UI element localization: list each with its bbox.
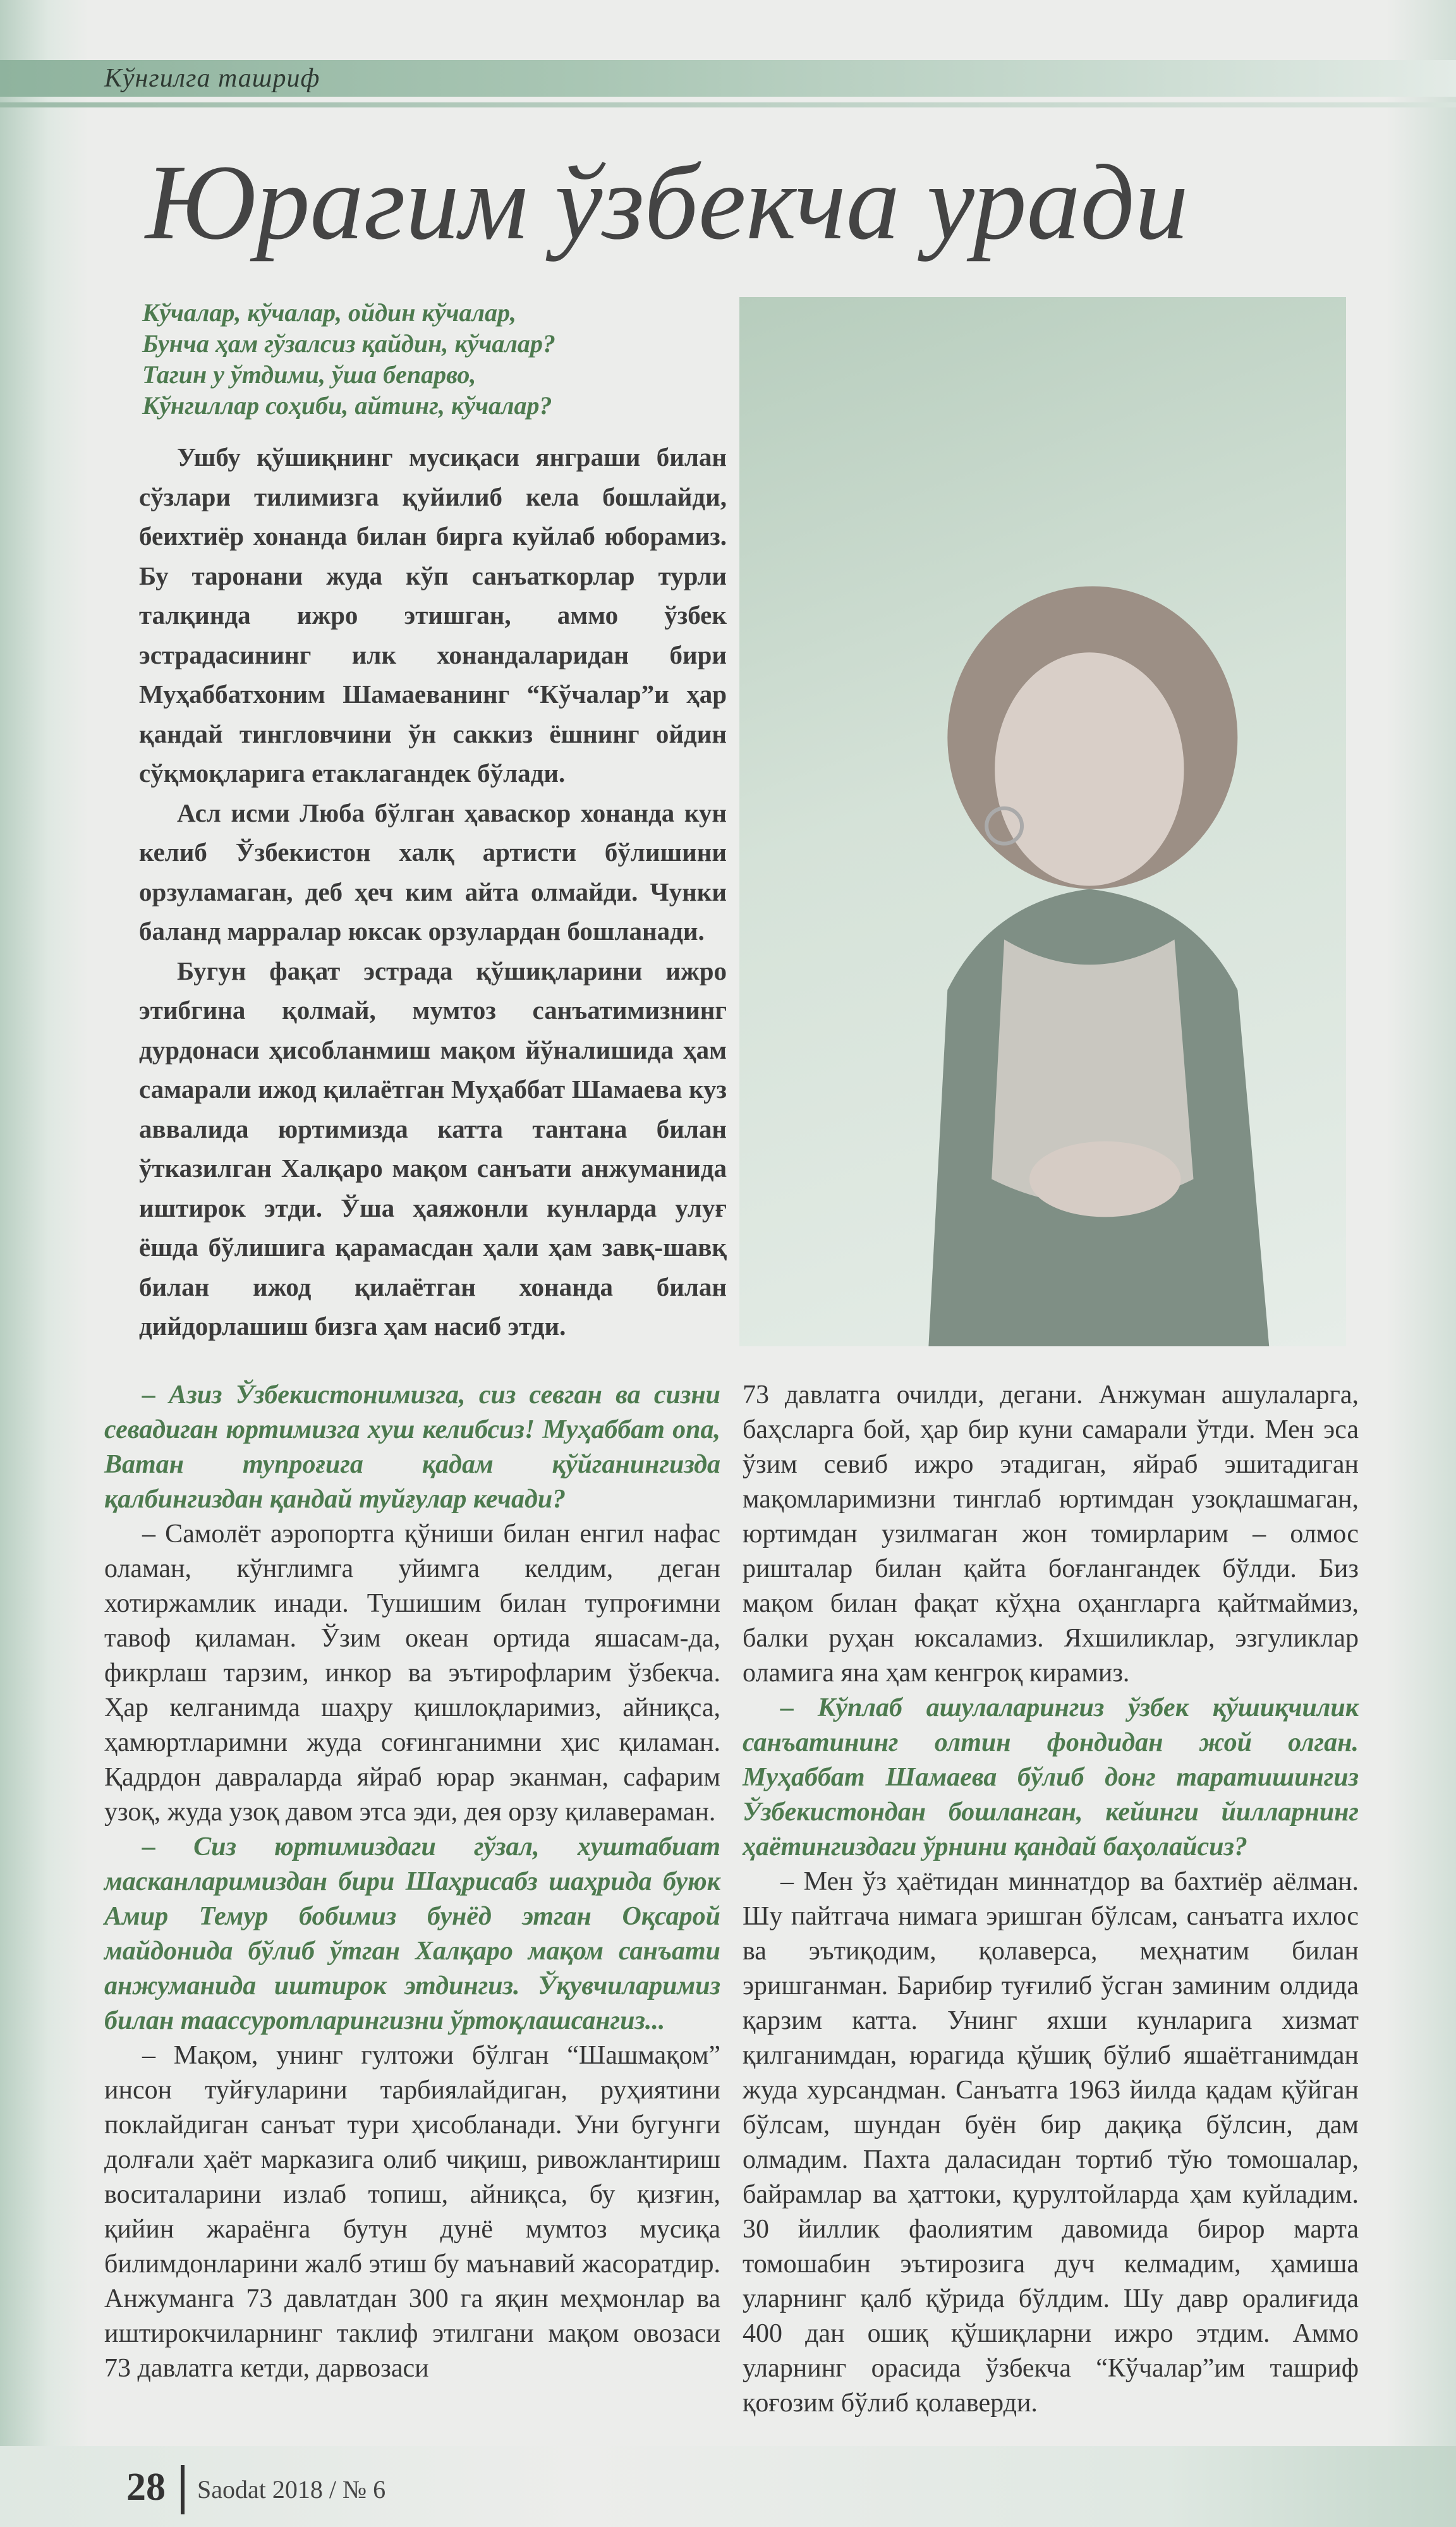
lead-column: [104, 297, 727, 1346]
lead-paragraph: Асл исми Люба бўлган ҳаваскор хонанда кун келиб Ўзбекистон халқ артисти бўлишини орзуламаган, деб ҳеч ким айта олмайди. Чунки баланд марралар юксак орзулардан бошланади.: [139, 798, 727, 946]
interview-question: – Кўплаб ашулаларингиз ўзбек қўшиқчилик санъатининг олтин фондидан жой олган. Муҳаббат Шамаева бўлиб донг таратишингиз Ўзбекистондан бошланган, кейинги йилларнинг ҳаётингиздаги ўрнини қандай баҳолайсиз?: [743, 1693, 1359, 1861]
interview-columns: [104, 1378, 1359, 2421]
face: [995, 652, 1184, 886]
page-number: 28: [126, 2465, 166, 2509]
singer-portrait-photo: [739, 297, 1346, 1346]
interview-answer-continued: 73 давлатга очилди, дегани. Анжуман ашулаларга, баҳсларга бой, ҳар бир куни самарали ўтди. Мен эса ўзим севиб ижро этадиган, яйраб эшитадиган мақомларимизни тинглаб юртимдан узоқлашмаган, юртимдан узилмаган жон томирларим – олмос ришталар билан қайта боғлангандек бўлди. Биз мақом билан фақат кўҳна оҳангларга қайтмаймиз, балки руҳан юксаламиз. Яхшиликлар, эзгуликлар оламига яна ҳам кенгроқ кирамиз.: [743, 1380, 1359, 1688]
interview-answer: – Мақом, унинг гултожи бўлган “Шашмақом” инсон туйғуларини тарбиялайдиган, руҳиятини поклайдиган санъат тури ҳисобланади. Уни бугунги долғали ҳаёт марказига олиб чиқиш, ривожлантириш воситаларини излаб топиш, айниқса, бу қизғин, қийин жараёнга бутун дунё мумтоз мусиқа билимдонларини жалб этиш бу маънавий жасоратдир. Анжуманга 73 давлатдан 300 га яқин меҳмонлар ва иштирокчиларнинг таклиф этилгани мақом овозаси 73 давлатга кетди, дарвозаси: [104, 2040, 720, 2383]
interview-answer: – Самолёт аэропортга қўниши билан енгил нафас оламан, кўнглимга уйимга келдим, деган хотиржамлик инади. Тушишим билан тупроғимни тавоф қиламан. Ўзим океан ортида яшасам-да, фикрлаш тарзим, инкор ва эътирофларим ўзбекча. Ҳар келганимда шаҳру қишлоқларимиз, айниқса, ҳамюртларимни жуда соғинганимни ҳис қиламан. Қадрдон давраларда яйраб юрар эканман, сафарим узоқ, жуда узоқ давом этса эди, дея орзу қилавераман.: [104, 1519, 720, 1827]
poem-line: Бунча ҳам гўзалсиз қайдин, кўчалар?: [142, 329, 555, 358]
portrait-illustration: [739, 547, 1346, 1346]
magazine-issue: Saodat 2018 / № 6: [197, 2475, 386, 2504]
hands: [1029, 1141, 1181, 1217]
footer-divider: [181, 2465, 185, 2514]
section-header-band: [0, 60, 1456, 97]
lead-paragraph: Ушбу қўшиқнинг мусиқаси янграши билан сўзлари тилимизга қуйилиб кела бошлайди, беихтиёр хонанда билан бирга куйлаб юборамиз. Бу таронани жуда кўп санъаткорлар турли талқинда ижро этишган, аммо ўзбек эстрадасининг илк хонандаларидан бири Муҳаббатхоним Шамаеванинг “Кўчалар”и ҳар қандай тингловчини ўн саккиз ёшнинг ойдин сўқмоқларига етаклагандек бўлади.: [139, 442, 727, 788]
poem-line: Тагин у ўтдими, ўша бепарво,: [142, 360, 476, 389]
poem-line: Кўнгиллар соҳиби, айтинг, кўчалар?: [142, 391, 552, 420]
epigraph-poem: [142, 297, 727, 421]
lead-paragraph: Бугун фақат эстрада қўшиқларини ижро этибгина қолмай, мумтоз санъатимизнинг дурдонаси ҳисобланмиш мақом йўналишида ҳам самарали ижод қилаётган Муҳаббат Шамаева куз аввалида юртимизда катта тантана билан ўтказилган Халқаро мақом санъати анжуманида иштирок этди. Ўша ҳаяжонли кунларда улуғ ёшда бўлишига қарамасдан ҳали ҳам завқ-шавқ билан ижод қилаётган хонанда билан дийдорлашиш бизга ҳам насиб этди.: [139, 956, 727, 1341]
interview-question: – Сиз юртимиздаги гўзал, хуштабиат масканларимиздан бири Шаҳрисабз шаҳрида буюк Амир Темур бобимиз бунёд этган Оқсарой майдонида бўлиб ўтган Халқаро мақом санъати анжуманида иштирок этдингиз. Ўқувчиларимиз билан таассуротларингизни ўртоқлашсангиз...: [104, 1832, 720, 2035]
article-top-section: [0, 297, 1456, 1346]
article-lead: [139, 437, 727, 1346]
article-title: Юрагим ўзбекча уради: [145, 143, 1189, 262]
interview-answer: – Мен ўз ҳаётидан миннатдор ва бахтиёр аёлман. Шу пайтгача нимага эришган бўлсам, санъатга ихлос ва эътиқодим, қолаверса, меҳнатим билан эришганман. Барибир туғилиб ўсган заминим олдида қарзим катта. Унинг яхши кунларига хизмат қилганимдан, юрагида қўшиқ бўлиб яшаётганимдан жуда хурсандман. Санъатга 1963 йилда қадам қўйган бўлсам, шундан буён бир дақиқа бўлсин, дам олмадим. Пахта даласидан тортиб тўю томошалар, байрамлар ва ҳаттоки, қурултойларда ҳам куйладим. 30 йиллик фаолиятим давомида бирор марта томошабин эътирозига дуч келмадим, ҳамиша уларнинг қалб қўрида бўлдим. Шу давр оралиғида 400 дан ошиқ қўшиқларни ижро этдим. Аммо уларнинг орасида ўзбекча “Кўчалар”им ташриф қоғозим бўлиб қолаверди.: [743, 1866, 1359, 2418]
interview-question: – Азиз Ўзбекистонимизга, сиз севган ва сизни севадиган юртимизга хуш келибсиз! Муҳаббат опа, Ватан тупроғига қадам қўйганингизда қалбингиздан қандай туйғулар кечади?: [104, 1380, 720, 1514]
header-divider: [0, 102, 1456, 107]
footer-band: [0, 2446, 1456, 2527]
section-label: Кўнгилга ташриф: [104, 64, 320, 93]
poem-line: Кўчалар, кўчалар, ойдин кўчалар,: [142, 298, 517, 327]
